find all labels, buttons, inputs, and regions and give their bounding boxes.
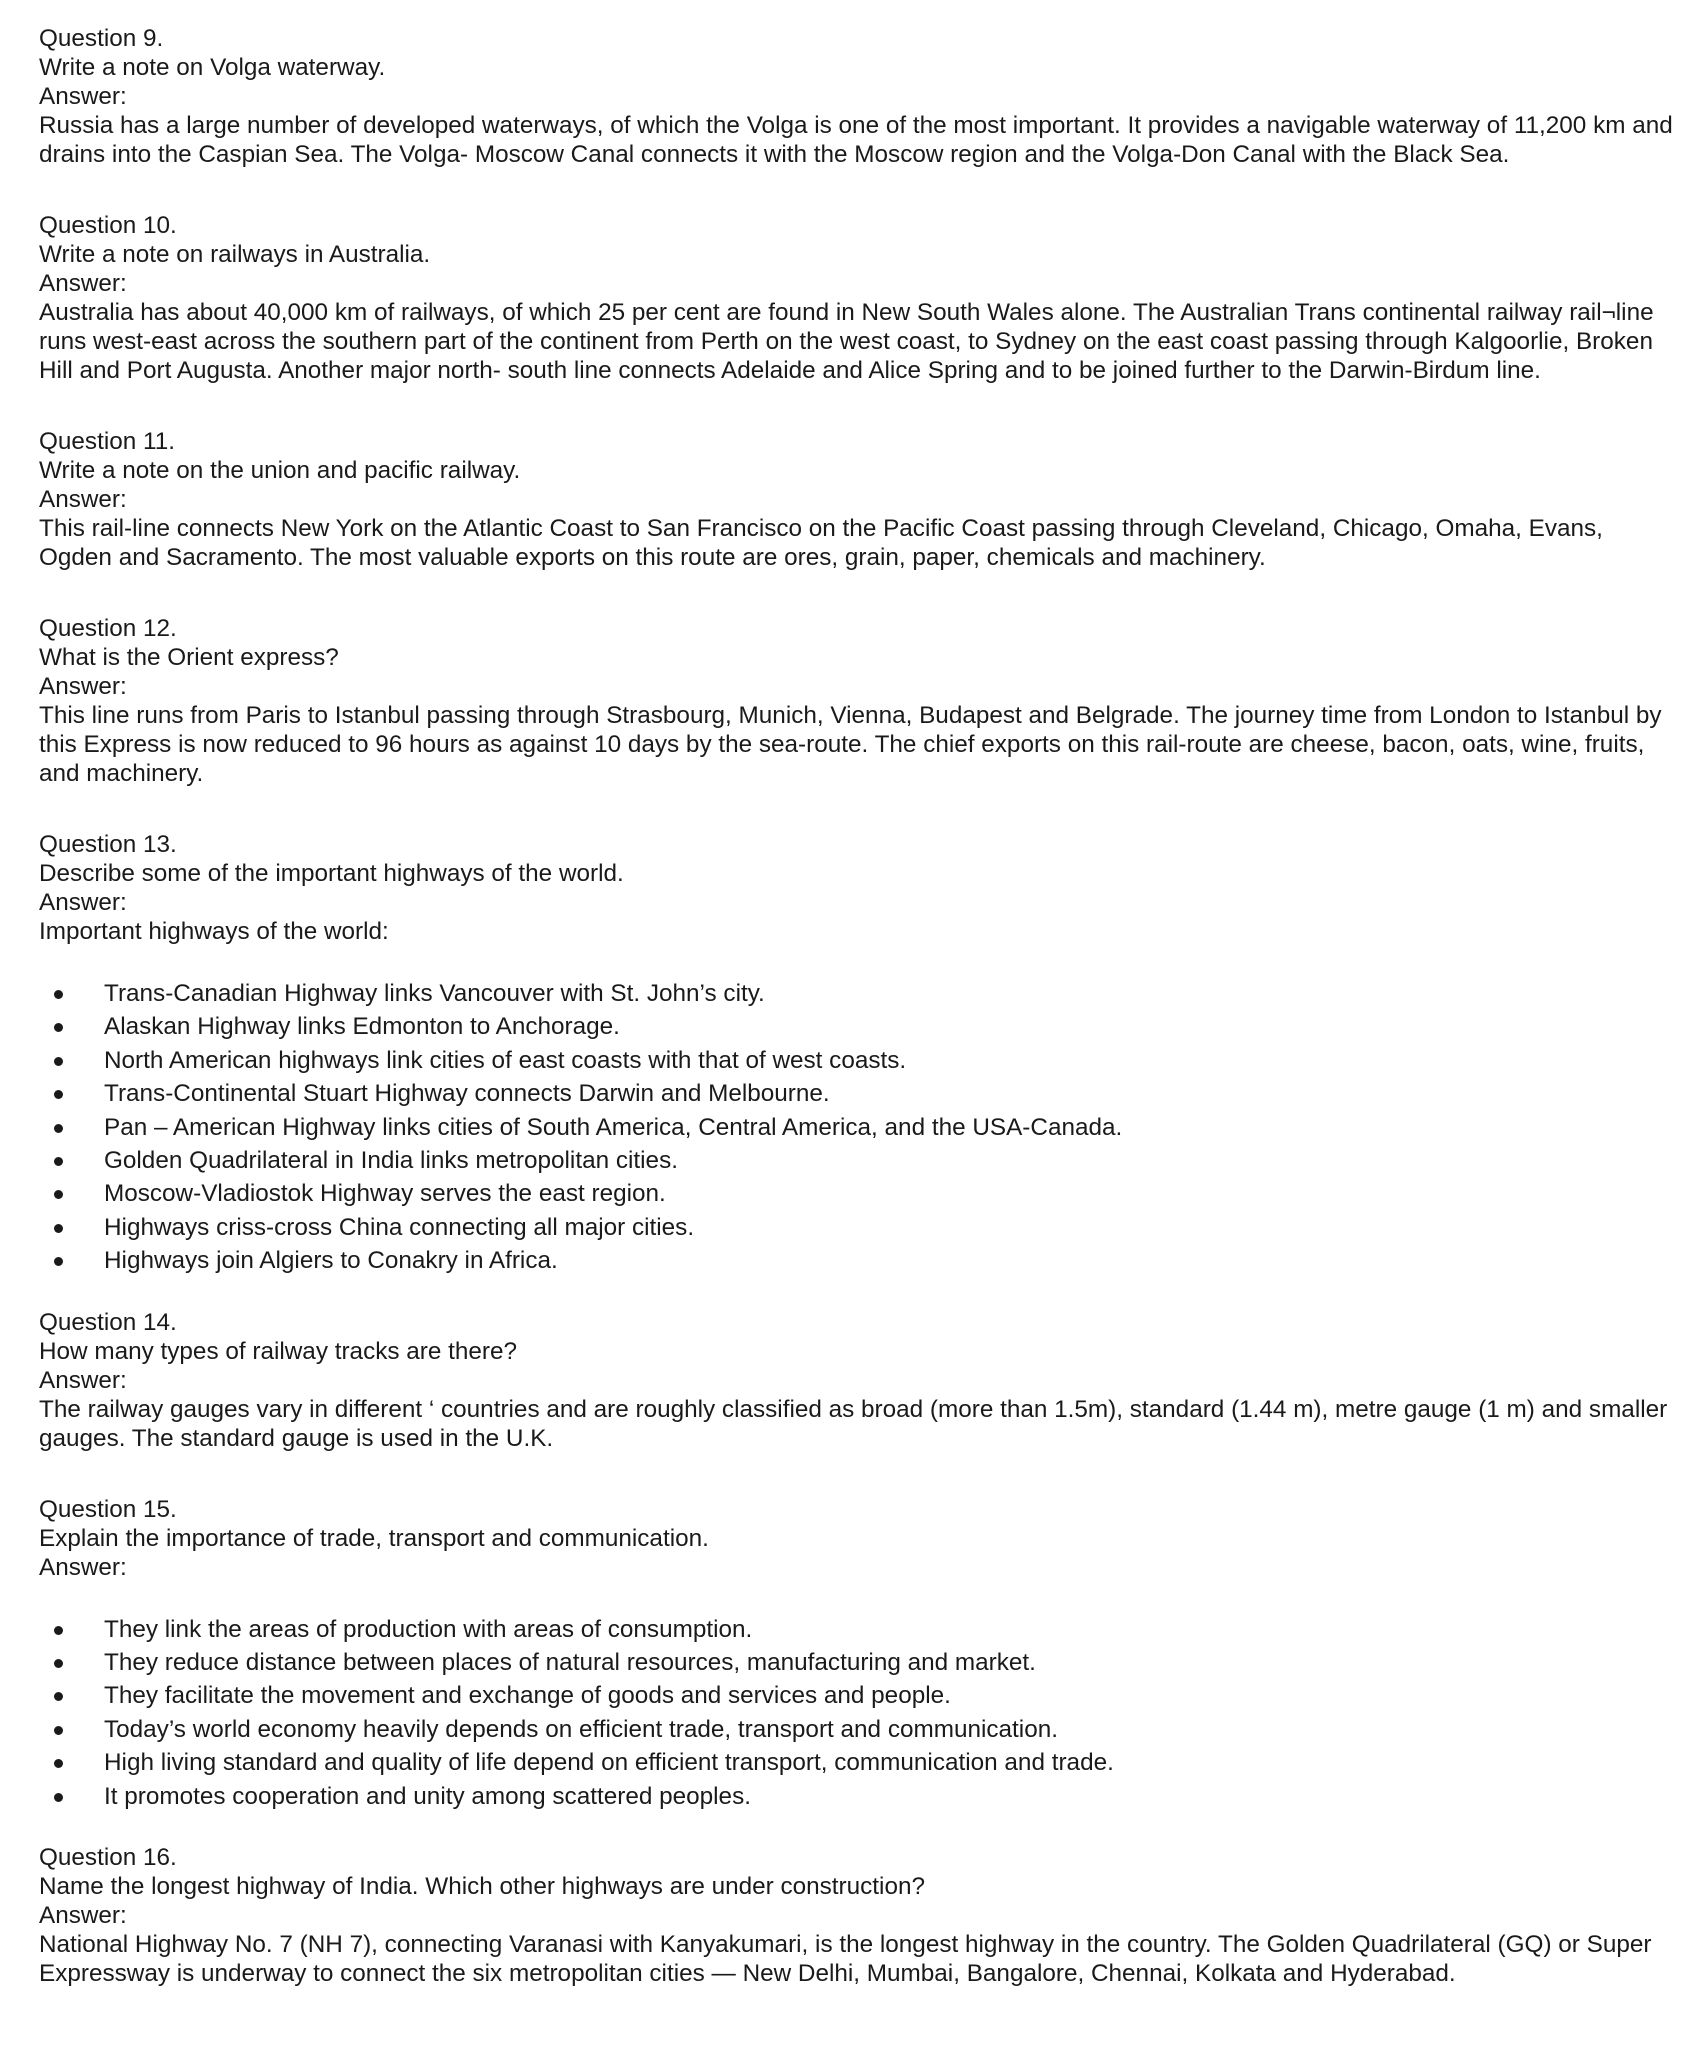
list-item: High living standard and quality of life depend on efficient transport, communication and trade. xyxy=(39,1746,1680,1779)
question-block-11 xyxy=(39,427,1680,572)
list-item: They facilitate the movement and exchange of goods and services and people. xyxy=(39,1679,1680,1712)
question-text: Describe some of the important highways of the world. xyxy=(39,860,624,887)
question-number: Question 13. xyxy=(39,831,177,858)
answer-label: Answer: xyxy=(39,889,127,916)
bullet-list xyxy=(39,1613,1680,1813)
list-item: Golden Quadrilateral in India links metropolitan cities. xyxy=(39,1144,1680,1177)
answer-text: The railway gauges vary in different ‘ countries and are roughly classified as broad (more than 1.5m), standard (1.44 m), metre gauge (1 m) and smaller gauges. The standard gauge is used in the U.K. xyxy=(39,1395,1668,1452)
answer-text: Russia has a large number of developed waterways, of which the Volga is one of the most important. It provides a navigable waterway of 11,200 km and drains into the Caspian Sea. The Volga- Moscow Canal connects it with the Moscow region and the Volga-Don Canal with the Black Sea. xyxy=(39,112,1673,168)
list-item: Highways join Algiers to Conakry in Africa. xyxy=(39,1244,1680,1277)
question-number: Question 16. xyxy=(39,1844,177,1872)
question-text: Name the longest highway of India. Which other highways are under construction? xyxy=(39,1873,925,1901)
list-item: Trans-Canadian Highway links Vancouver with St. John’s city. xyxy=(39,977,1680,1010)
answer-label: Answer: xyxy=(39,1902,127,1930)
answer-text: Australia has about 40,000 km of railways, of which 25 per cent are found in New South Wales alone. The Australian Trans continental railway rail¬line runs west-east across the southern part of the continent from Perth on the west coast, to Sydney on the east coast passing through Kalgoorlie, Broken Hill and Port Augusta. Another major north- south line connects Adelaide and Alice Spring and to be joined further to the Darwin-Birdum line. xyxy=(39,299,1654,384)
answer-label: Answer: xyxy=(39,270,127,297)
question-number: Question 15. xyxy=(39,1495,177,1523)
question-number: Question 11. xyxy=(39,428,175,455)
answer-text: This line runs from Paris to Istanbul passing through Strasbourg, Munich, Vienna, Budapest and Belgrade. The journey time from London to Istanbul by this Express is now reduced to 96 hours as against 10 days by the sea-route. The chief exports on this rail-route are cheese, bacon, oats, wine, fruits, and machinery. xyxy=(39,702,1662,787)
list-item: Today’s world economy heavily depends on efficient trade, transport and communication. xyxy=(39,1713,1680,1746)
answer-label: Answer: xyxy=(39,1366,127,1394)
question-block-14 xyxy=(39,1308,1680,1453)
list-item: Moscow-Vladiostok Highway serves the east region. xyxy=(39,1177,1680,1210)
question-block-9 xyxy=(39,24,1680,169)
question-block-12 xyxy=(39,614,1680,788)
question-text: How many types of railway tracks are there? xyxy=(39,1337,518,1365)
question-text: Explain the importance of trade, transport and communication. xyxy=(39,1524,709,1552)
answer-label: Answer: xyxy=(39,83,127,110)
list-item: Alaskan Highway links Edmonton to Anchorage. xyxy=(39,1010,1680,1043)
question-number: Question 9. xyxy=(39,25,164,52)
list-item: Trans-Continental Stuart Highway connects Darwin and Melbourne. xyxy=(39,1077,1680,1110)
list-item: Highways criss-cross China connecting all major cities. xyxy=(39,1211,1680,1244)
answer-label: Answer: xyxy=(39,1553,127,1581)
answer-text: National Highway No. 7 (NH 7), connecting Varanasi with Kanyakumari, is the longest highway in the country. The Golden Quadrilateral (GQ) or Super Expressway is underway to connect the six metropolitan cities — New Delhi, Mumbai, Bangalore, Chennai, Kolkata and Hyderabad. xyxy=(39,1931,1652,1988)
question-block-13 xyxy=(39,830,1680,1278)
list-item: They link the areas of production with areas of consumption. xyxy=(39,1613,1680,1646)
question-block-16 xyxy=(39,1843,1680,1988)
question-number: Question 12. xyxy=(39,615,177,642)
answer-label: Answer: xyxy=(39,486,127,513)
answer-text: Important highways of the world: xyxy=(39,918,389,945)
question-text: Write a note on the union and pacific railway. xyxy=(39,457,521,484)
question-number: Question 10. xyxy=(39,212,177,239)
list-item: They reduce distance between places of natural resources, manufacturing and market. xyxy=(39,1646,1680,1679)
question-block-10 xyxy=(39,211,1680,385)
question-text: What is the Orient express? xyxy=(39,644,339,671)
question-text: Write a note on Volga waterway. xyxy=(39,54,386,81)
answer-text: This rail-line connects New York on the Atlantic Coast to San Francisco on the Pacific Coast passing through Cleveland, Chicago, Omaha, Evans, Ogden and Sacramento. The most valuable exports on this route are ores, grain, paper, chemicals and machinery. xyxy=(39,515,1603,571)
answer-label: Answer: xyxy=(39,673,127,700)
bullet-list xyxy=(39,977,1680,1278)
list-item: Pan – American Highway links cities of South America, Central America, and the USA-Canada. xyxy=(39,1111,1680,1144)
question-block-15 xyxy=(39,1495,1680,1813)
question-text: Write a note on railways in Australia. xyxy=(39,241,431,268)
question-number: Question 14. xyxy=(39,1308,177,1336)
list-item: North American highways link cities of east coasts with that of west coasts. xyxy=(39,1044,1680,1077)
list-item: It promotes cooperation and unity among scattered peoples. xyxy=(39,1780,1680,1813)
